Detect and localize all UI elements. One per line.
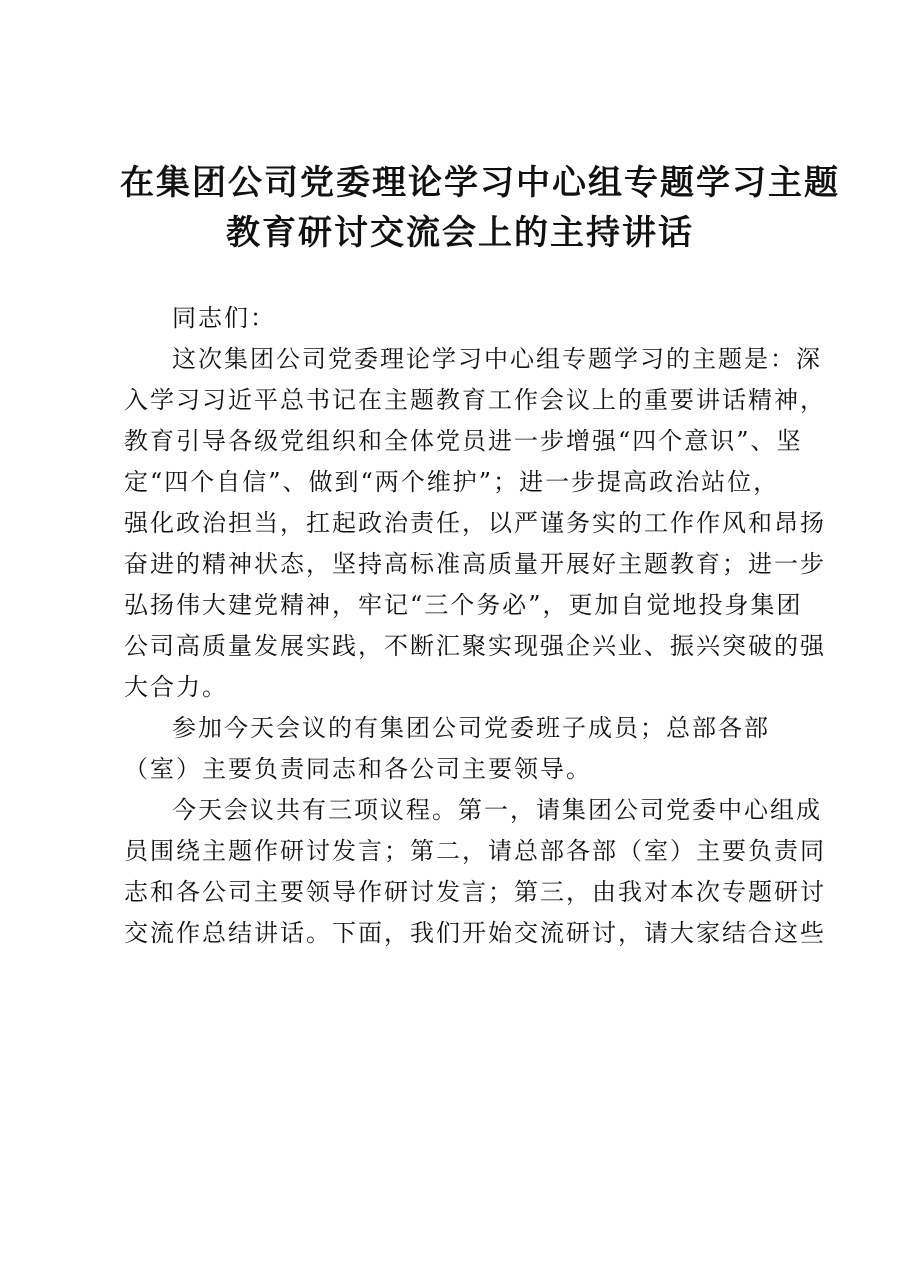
text-line: 参加今天会议的有集团公司党委班子成员；总部各部 <box>172 714 770 742</box>
text-line: 今天会议共有三项议程。第一，请集团公司党委中心组成 <box>172 796 822 824</box>
title-line-2: 教育研讨交流会上的主持讲话 <box>226 213 694 253</box>
document-body <box>124 298 826 954</box>
text-line: 强化政治担当，扛起政治责任，以严谨务实的工作作风和昂扬 <box>124 509 826 537</box>
text-line: 入学习习近平总书记在主题教育工作会议上的重要讲话精神， <box>124 386 826 414</box>
text-line: 教育引导各级党组织和全体党员进一步增强“四个意识”、坚 <box>124 427 803 455</box>
text-line: 员围绕主题作研讨发言；第二，请总部各部（室）主要负责同 <box>124 837 826 865</box>
text-line: 交流作总结讲话。下面，我们开始交流研讨，请大家结合这些 <box>124 919 826 947</box>
text-line: 弘扬伟大建党精神，牢记“三个务必”，更加自觉地投身集团 <box>124 591 803 619</box>
text-line: 奋进的精神状态，坚持高标准高质量开展好主题教育；进一步 <box>124 550 826 578</box>
page-title <box>120 158 840 258</box>
attendees-paragraph <box>124 708 784 790</box>
text-line: 定“四个自信”、做到“两个维护”；进一步提高政治站位， <box>124 468 780 496</box>
text-line: 大合力。 <box>124 673 228 701</box>
text-line: 志和各公司主要领导作研讨发言；第三，由我对本次专题研讨 <box>124 878 826 906</box>
agenda-paragraph <box>124 790 826 954</box>
text-line: 这次集团公司党委理论学习中心组专题学习的主题是：深 <box>172 345 822 373</box>
salutation-paragraph <box>124 298 784 339</box>
title-line-1: 在集团公司党委理论学习中心组专题学习主题 <box>120 163 840 203</box>
text-line: （室）主要负责同志和各公司主要领导。 <box>124 755 592 783</box>
text-line: 同志们： <box>172 304 276 332</box>
theme-paragraph <box>124 339 826 708</box>
text-line: 公司高质量发展实践，不断汇聚实现强企兴业、振兴突破的强 <box>124 632 826 660</box>
